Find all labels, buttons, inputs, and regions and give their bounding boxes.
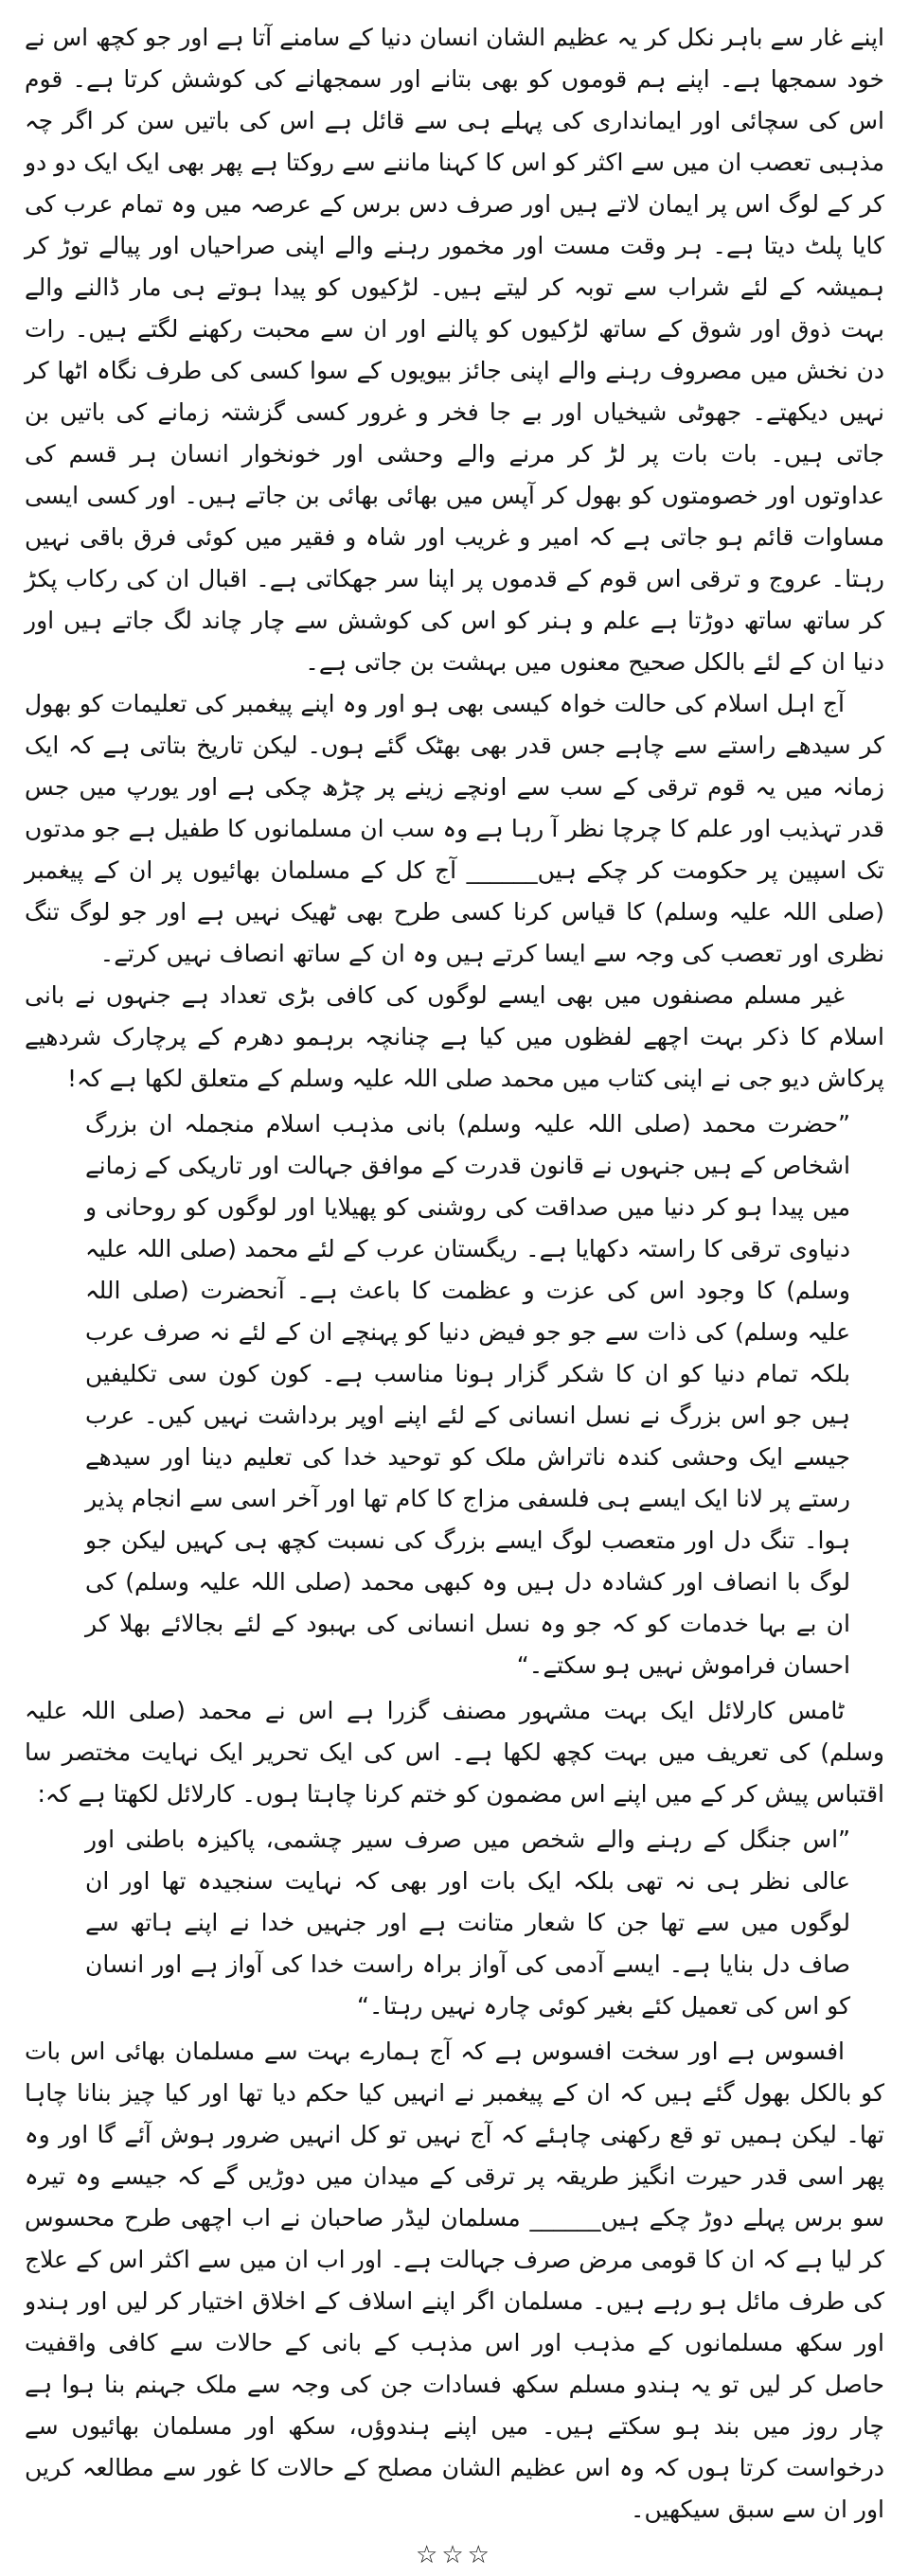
quote-carlyle: ”اس جنگل کے رہنے والے شخص میں صرف سیر چشمی، پاکیزہ باطنی اور عالی نظر ہی نہ تھی بلکہ ایک بات اور بھی کہ نہایت سنجیدہ تھا اور ان لوگوں میں سے تھا جن کا شعار متانت ہے اور جنہیں خدا نے اپنے ہاتھ سے صاف دل بنایا ہے۔ ایسے آدمی کی آواز براہ راست خدا کی آواز ہے اور انسان کو اس کی تعمیل کئے بغیر کوئی چارہ نہیں رہتا۔“ xyxy=(85,1826,850,2020)
quote-prakash-dev: ”حضرت محمد (صلی اللہ علیہ وسلم) بانی مذہب اسلام منجملہ ان بزرگ اشخاص کے ہیں جنہوں نے قانون قدرت کے موافق جہالت اور تاریکی کے زمانے میں پیدا ہو کر دنیا میں صداقت کی روشنی کو پھیلایا اور لوگوں کو روحانی و دنیاوی ترقی کا راستہ دکھایا ہے۔ ریگستان عرب کے لئے محمد (صلی اللہ علیہ وسلم) کا وجود اس کی عزت و عظمت کا باعث ہے۔ آنحضرت (صلی اللہ علیہ وسلم) کی ذات سے جو جو فیض دنیا کو پہنچے ان کے لئے نہ صرف عرب بلکہ تمام دنیا کو ان کا شکر گزار ہونا مناسب ہے۔ کون کون سی تکلیفیں ہیں جو اس بزرگ نے نسل انسانی کے لئے اپنے اوپر برداشت نہیں کیں۔ عرب جیسے ایک وحشی کندہ ناتراش ملک کو توحید خدا کی تعلیم دینا اور سیدھے رستے پر لانا ایک ایسے ہی فلسفی مزاج کا کام تھا اور آخر اسی سے انجام پذیر ہوا۔ تنگ دل اور متعصب لوگ ایسے بزرگ کی نسبت کچھ ہی کہیں لیکن جو لوگ با انصاف اور کشادہ دل ہیں وہ کبھی محمد (صلی اللہ علیہ وسلم) کی ان بے بہا خدمات کو کہ جو وہ نسل انسانی کی بہبود کے لئے بجالائے بھلا کر احسان فراموش نہیں ہو سکتے۔“ xyxy=(85,1110,850,1679)
paragraph-3: غیر مسلم مصنفوں میں بھی ایسے لوگوں کی کافی بڑی تعداد ہے جنہوں نے بانی اسلام کا ذکر بہت اچھے لفظوں میں کیا ہے چنانچہ برہمو دھرم کے پرچارک شردھیے پرکاش دیو جی نے اپنی کتاب میں محمد صلی اللہ علیہ وسلم کے متعلق لکھا ہے کہ! xyxy=(25,981,884,1092)
end-of-section-stars: ☆☆☆ xyxy=(416,2541,493,2569)
paragraph-5: افسوس ہے اور سخت افسوس ہے کہ آج ہمارے بہت سے مسلمان بھائی اس بات کو بالکل بھول گئے ہیں کہ ان کے پیغمبر نے انہیں کیا حکم دیا تھا اور کیا چیز بنانا چاہا تھا۔ لیکن ہمیں تو قع رکھنی چاہئے کہ آج نہیں تو کل انہیں ضرور ہوش آئے گا اور وہ پھر اسی قدر حیرت انگیز طریقہ پر ترقی کے میدان میں دوڑیں گے کہ جیسے وہ تیرہ سو برس پہلے دوڑ چکے ہیں______ مسلمان لیڈر صاحبان نے اب اچھی طرح محسوس کر لیا ہے کہ ان کا قومی مرض صرف جہالت ہے۔ اور اب ان میں سے اکثر اس کے علاج کی طرف مائل ہو رہے ہیں۔ مسلمان اگر اپنے اسلاف کے اخلاق اختیار کر لیں اور ہندو اور سکھ مسلمانوں کے مذہب اور اس مذہب کے بانی کے حالات سے کافی واقفیت حاصل کر لیں تو یہ ہندو مسلم سکھ فسادات جن کی وجہ سے ملک جہنم بنا ہوا ہے چار روز میں بند ہو سکتے ہیں۔ میں اپنے ہندوؤں، سکھ اور مسلمان بھائیوں سے درخواست کرتا ہوں کہ وہ اس عظیم الشان مصلح کے حالات کا غور سے مطالعہ کریں اور ان سے سبق سیکھیں۔ xyxy=(25,2038,884,2523)
paragraph-4: ٹامس کارلائل ایک بہت مشہور مصنف گزرا ہے اس نے محمد (صلی اللہ علیہ وسلم) کی تعریف میں بہت کچھ لکھا ہے۔ اس کی ایک تحریر ایک نہایت مختصر سا اقتباس پیش کر کے میں اپنے اس مضمون کو ختم کرنا چاہتا ہوں۔ کارلائل لکھتا ہے کہ: xyxy=(25,1697,884,1808)
paragraph-2: آج اہل اسلام کی حالت خواہ کیسی بھی ہو اور وہ اپنے پیغمبر کی تعلیمات کو بھول کر سیدھے راستے سے چاہے جس قدر بھی بھٹک گئے ہوں۔ لیکن تاریخ بتاتی ہے کہ ایک زمانہ میں یہ قوم ترقی کے سب سے اونچے زینے پر چڑھ چکی ہے اور یورپ میں جس قدر تہذیب اور علم کا چرچا نظر آ رہا ہے وہ سب ان مسلمانوں کا طفیل ہے جو مدتوں تک اسپین پر حکومت کر چکے ہیں______ آج کل کے مسلمان بھائیوں پر ان کے پیغمبر (صلی اللہ علیہ وسلم) کا قیاس کرنا کسی طرح بھی ٹھیک نہیں ہے اور جو لوگ تنگ نظری اور تعصب کی وجہ سے ایسا کرتے ہیں وہ ان کے ساتھ انصاف نہیں کرتے۔ xyxy=(25,690,884,967)
paragraph-1: اپنے غار سے باہر نکل کر یہ عظیم الشان انسان دنیا کے سامنے آتا ہے اور جو کچھ اس نے خود سمجھا ہے۔ اپنے ہم قوموں کو بھی بتانے اور سمجھانے کی کوشش کرتا ہے۔ قوم اس کی سچائی اور ایمانداری کی پہلے ہی سے قائل ہے اس کی باتیں سن کر اگر چہ مذہبی تعصب ان میں سے اکثر کو اس کا کہنا ماننے سے روکتا ہے پھر بھی ایک ایک دو دو کر کے لوگ اس پر ایمان لاتے ہیں اور صرف دس برس کے عرصہ میں وہ تمام عرب کی کایا پلٹ دیتا ہے۔ ہر وقت مست اور مخمور رہنے والے اپنی صراحیاں اور پیالے توڑ کر ہمیشہ کے لئے شراب سے توبہ کر لیتے ہیں۔ لڑکیوں کو پیدا ہوتے ہی مار ڈالنے والے بہت ذوق اور شوق کے ساتھ لڑکیوں کو پالنے اور ان سے محبت رکھنے لگتے ہیں۔ رات دن نخش میں مصروف رہنے والے اپنی جائز بیویوں کے سوا کسی کی طرف نگاہ اٹھا کر نہیں دیکھتے۔ جھوٹی شیخیاں اور بے جا فخر و غرور کسی گزشتہ زمانے کی باتیں بن جاتی ہیں۔ بات بات پر لڑ کر مرنے والے وحشی اور خونخوار انسان ہر قسم کی عداوتوں اور خصومتوں کو بھول کر آپس میں بھائی بھائی بن جاتے ہیں۔ اور کسی ایسی مساوات قائم ہو جاتی ہے کہ امیر و غریب اور شاہ و فقیر میں کوئی فرق باقی نہیں رہتا۔ عروج و ترقی اس قوم کے قدموں پر اپنا سر جھکاتی ہے۔ اقبال ان کی رکاب پکڑ کر ساتھ ساتھ دوڑتا ہے علم و ہنر کو اس کی کوشش سے چار چاند لگ جاتے ہیں اور دنیا ان کے لئے بالکل صحیح معنوں میں بہشت بن جاتی ہے۔ xyxy=(25,24,884,676)
